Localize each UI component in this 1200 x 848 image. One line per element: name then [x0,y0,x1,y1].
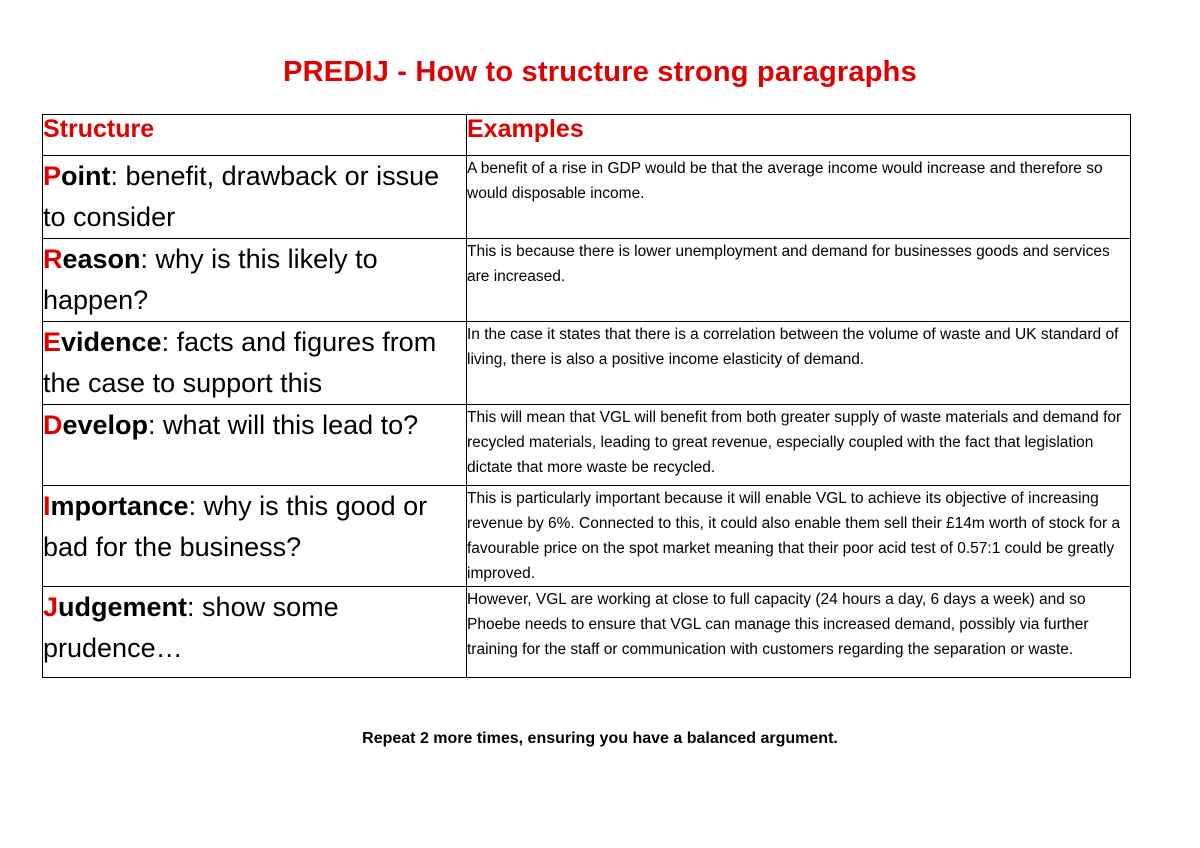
predij-table [42,114,1131,678]
structure-header: Structure [43,115,467,156]
structure-description: : facts and figures from the case to support this [43,327,437,398]
structure-cell [43,486,467,587]
example-cell: In the case it states that there is a correlation between the volume of waste and UK standard of living, there is also a positive income elasticity of demand. [467,322,1131,405]
table-row-importance [43,486,1131,587]
table-row-judgement [43,587,1131,678]
example-cell: This is particularly important because it will enable VGL to achieve its objective of increasing revenue by 6%. Connected to this, it could also enable them sell their £14m worth of stock for a favourable price on the spot market meaning that their poor acid test of 0.57:1 could be greatly improved. [467,486,1131,587]
structure-initial: E [43,327,62,357]
structure-description: : what will this lead to? [148,410,419,440]
structure-keyword: udgement [58,592,188,622]
structure-description: : benefit, drawback or issue to consider [43,161,440,232]
structure-cell [43,587,467,678]
structure-initial: J [43,592,59,622]
structure-description: : show some prudence… [43,592,339,663]
structure-description: : why is this likely to happen? [43,244,378,315]
example-cell: This will mean that VGL will benefit from both greater supply of waste materials and demand for recycled materials, leading to great revenue, especially coupled with the fact that legislation dictate that more waste be recycled. [467,405,1131,486]
structure-initial: R [43,244,63,274]
structure-initial: P [43,161,62,191]
structure-keyword: eason [62,244,141,274]
structure-initial: I [43,491,51,521]
table-row-develop [43,405,1131,486]
examples-header: Examples [467,115,1131,156]
structure-description: : why is this good or bad for the business? [43,491,428,562]
structure-keyword: oint [61,161,111,191]
example-cell: A benefit of a rise in GDP would be that the average income would increase and therefore so would disposable income. [467,156,1131,239]
structure-keyword: mportance [50,491,189,521]
structure-cell [43,156,467,239]
structure-keyword: vidence [61,327,162,357]
table-header-row [43,115,1131,156]
table-row-reason [43,239,1131,322]
structure-keyword: evelop [62,410,149,440]
structure-cell [43,405,467,486]
structure-initial: D [43,410,63,440]
example-cell: However, VGL are working at close to full capacity (24 hours a day, 6 days a week) and so Phoebe needs to ensure that VGL can manage this increased demand, possibly via further training for the staff or communication with customers regarding the separation or waste. [467,587,1131,678]
structure-cell [43,239,467,322]
table-row-point [43,156,1131,239]
footer-instruction: Repeat 2 more times, ensuring you have a balanced argument. [362,730,838,747]
page-title: PREDIJ - How to structure strong paragraphs [283,56,917,88]
example-cell: This is because there is lower unemployment and demand for businesses goods and services are increased. [467,239,1131,322]
table-row-evidence [43,322,1131,405]
structure-cell [43,322,467,405]
